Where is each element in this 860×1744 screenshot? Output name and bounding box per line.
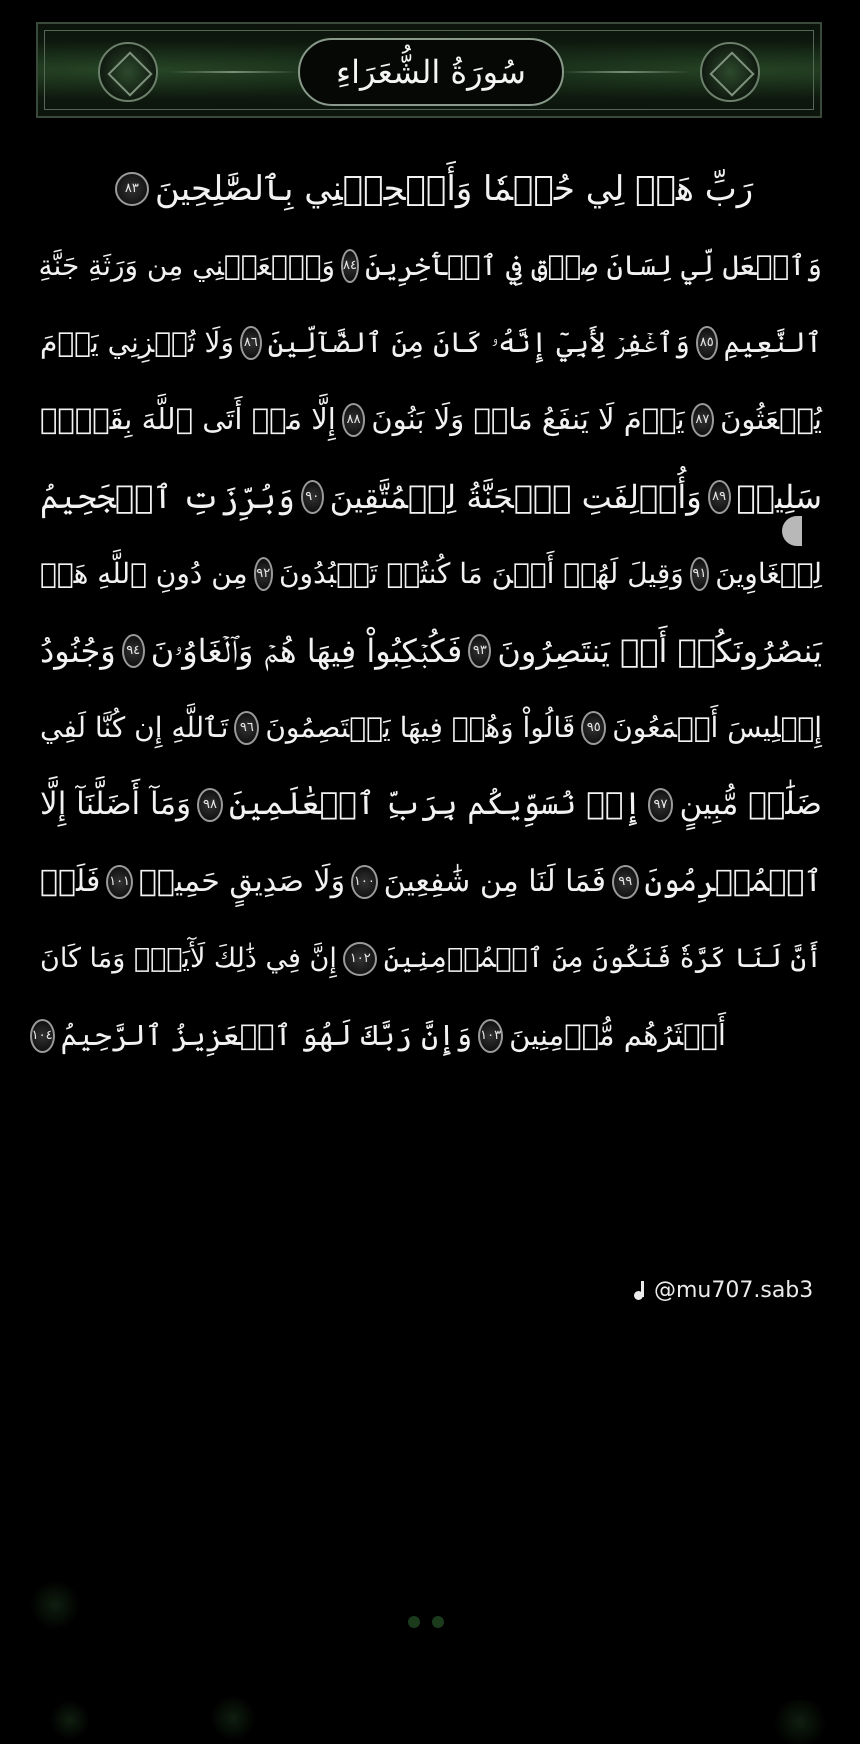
ayah-number-marker: ١٠٣ (478, 1019, 503, 1053)
verse-text: إِنَّ فِي ذَٰلِكَ لَأٓيَةٗۖ وَمَا كَانَ (40, 943, 337, 974)
verse-text: قَالُواْ وَهُمۡ فِيهَا يَخۡتَصِمُونَ (265, 710, 576, 744)
ayah-number-marker: ٩٦ (234, 711, 259, 745)
verse-text: ٱلنَّعِيمِ (723, 325, 822, 359)
surah-title: سُورَةُ الشُّعَرَاءِ (336, 53, 526, 91)
ayah-number-marker: ٨٩ (708, 480, 731, 514)
ayah-number-marker: ٩٤ (122, 634, 145, 668)
ayah-number-marker: ٨٤ (341, 249, 359, 283)
faded-nav-icon (770, 1700, 830, 1744)
verse-line (40, 458, 822, 535)
ayah-number-marker: ٩٠ (301, 480, 324, 514)
verse-text: إِبۡلِيسَ أَجۡمَعُونَ (612, 710, 822, 744)
ayah-number-marker: ٩٧ (648, 788, 674, 822)
watermark (632, 1278, 813, 1303)
verse-text: فَلَوۡ (40, 863, 101, 899)
verse-line (31, 997, 822, 1074)
ayah-number-marker: ١٠١ (106, 865, 133, 899)
surah-header-frame (36, 22, 822, 118)
ayah-number-marker: ٩٩ (612, 865, 639, 899)
verse-line (40, 150, 822, 227)
verse-text: وَقِيلَ لَهُمۡ أَيۡنَ مَا كُنتُمۡ تَعۡبُدُونَ (278, 556, 684, 590)
surah-title-cartouche (298, 38, 564, 106)
verse-text: وَلَا تُخۡزِنِي يَوۡمَ (40, 325, 235, 359)
verse-text: وَإِنَّ رَبَّكَ لَهُوَ ٱلۡعَزِيزُ ٱلرَّحِيمُ (60, 1018, 473, 1052)
verse-text: أَنَّ لَنَا كَرَّةٗ فَنَكُونَ مِنَ ٱلۡمُؤۡمِنِينَ (383, 943, 822, 974)
verse-line (40, 843, 822, 920)
verse-text: ٱلۡمُجۡرِمُونَ (644, 863, 822, 899)
verse-text: لِلۡغَاوِينَ (715, 556, 822, 590)
verse-text: فَكُبۡكِبُواْ فِيهَا هُمۡ وَٱلۡغَاوُۥنَ (150, 631, 463, 670)
verse-text: سَلِيمٖ (736, 477, 822, 516)
ayah-number-marker: ٨٨ (342, 403, 366, 437)
page-indicator (408, 1616, 444, 1628)
verse-text: وَبُرِّزَتِ ٱلۡجَحِيمُ (40, 477, 295, 516)
faded-nav-icon (50, 1700, 90, 1740)
verse-line (40, 612, 822, 689)
ayah-number-marker: ٩٣ (468, 634, 491, 668)
ayah-number-marker: ٩٥ (581, 711, 606, 745)
verse-line (40, 535, 822, 612)
ayah-number-marker: ٨٦ (240, 326, 262, 360)
verse-text: وَٱجۡعَلۡنِي مِن وَرَثَةِ جَنَّةِ (38, 248, 335, 282)
verse-text: وَمَآ أَضَلَّنَآ إِلَّا (40, 786, 192, 822)
verse-line (40, 304, 822, 381)
faded-nav-icon (210, 1695, 256, 1741)
ayah-number-marker: ٨٣ (115, 172, 149, 206)
ayah-number-marker: ١٠٢ (343, 942, 377, 976)
verse-text: مِن دُونِ ٱللَّهِ هَلۡ (40, 556, 248, 590)
verse-line (40, 920, 822, 997)
faded-nav-icon (30, 1580, 80, 1630)
verse-text: إِلَّا مَنۡ أَتَى ٱللَّهَ بِقَلۡبٖ (40, 402, 336, 436)
ornament-line-right (560, 71, 690, 73)
verse-text: تَٱللَّهِ إِن كُنَّا لَفِي (40, 710, 229, 744)
verse-text: إِذۡ نُسَوِّيكُم بِرَبِّ ٱلۡعَٰلَمِينَ (228, 786, 642, 822)
verse-text: رَبِّ هَبۡ لِي حُكۡمٗا وَأَلۡحِقۡنِي بِٱلصَّٰلِحِينَ (154, 168, 754, 209)
tiktok-note-icon (632, 1280, 650, 1302)
verse-text: يَنصُرُونَكُمۡ أَوۡ يَنتَصِرُونَ (497, 631, 822, 670)
ayah-number-marker: ٩٨ (197, 788, 223, 822)
ornament-line-left (168, 71, 298, 73)
watermark-text: @mu707.sab3 (654, 1278, 814, 1303)
verse-text: وَلَا صَدِيقٍ حَمِيمٖ (138, 863, 346, 899)
verse-line (40, 227, 822, 304)
verse-text: وَجُنُودُ (40, 631, 116, 670)
verse-line (40, 689, 822, 766)
ayah-number-marker: ٨٧ (691, 403, 715, 437)
ayah-number-marker: ٩٢ (254, 557, 273, 591)
ornament-medallion-right-icon (700, 42, 760, 102)
verse-text: ضَلَٰلٖ مُّبِينٍ (679, 786, 822, 822)
verse-text: وَٱجۡعَل لِّي لِسَانَ صِدۡقٖ فِي ٱلۡأٓخِرِينَ (364, 248, 822, 282)
ayah-number-marker: ٩١ (690, 557, 709, 591)
ayah-number-marker: ٨٥ (696, 326, 718, 360)
verse-text: يَوۡمَ لَا يَنفَعُ مَالٞ وَلَا بَنُونَ (371, 402, 685, 436)
ayah-number-marker: ١٠٤ (30, 1019, 55, 1053)
page-dot[interactable] (432, 1616, 444, 1628)
ayah-number-marker: ١٠٠ (351, 865, 378, 899)
verse-text: وَأُزۡلِفَتِ ٱلۡجَنَّةُ لِلۡمُتَّقِينَ (329, 477, 702, 516)
verse-line (40, 381, 822, 458)
verse-text: يُبۡعَثُونَ (720, 402, 822, 436)
verse-line (40, 766, 822, 843)
ornament-medallion-left-icon (98, 42, 158, 102)
page-dot[interactable] (408, 1616, 420, 1628)
verse-text: وَٱغۡفِرۡ لِأَبِيٓ إِنَّهُۥ كَانَ مِنَ ٱلضَّآلِّينَ (267, 325, 690, 359)
verses-container (31, 150, 822, 1074)
verse-text: أَكۡثَرُهُم مُّؤۡمِنِينَ (509, 1018, 726, 1052)
verse-text: فَمَا لَنَا مِن شَٰفِعِينَ (383, 863, 606, 899)
